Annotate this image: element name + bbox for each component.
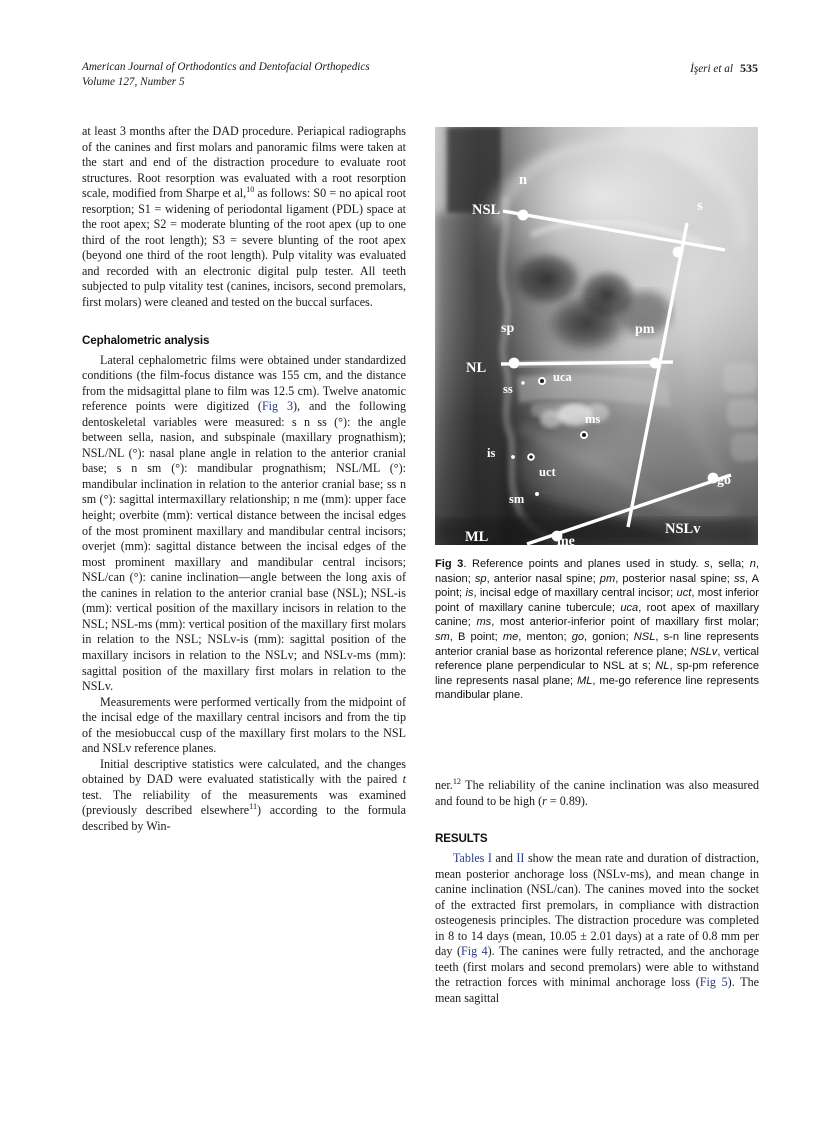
caption-term: s <box>704 558 710 570</box>
radiograph-label-sp: sp <box>501 321 515 336</box>
caption-definition: , menton; <box>518 630 572 643</box>
radiograph-label-is: is <box>487 446 496 460</box>
rpara1-part-a: ner. <box>435 778 453 792</box>
running-head-authors-page <box>690 60 758 77</box>
rpara2-part-f: ). The mean sagittal <box>435 975 759 1006</box>
running-head <box>82 60 758 89</box>
reference-marker-11: 11 <box>249 802 258 812</box>
radiograph-label-ss: ss <box>503 382 513 396</box>
radiograph-label-uca: uca <box>553 370 572 384</box>
reference-marker-10: 10 <box>246 185 255 195</box>
para4-part-c: ) according to the formula described by Win- <box>82 803 406 833</box>
section-heading-results: RESULTS <box>435 832 488 846</box>
rpara2-part-e: ). The canines were fully retracted, and the anchorage teeth (first molars and second premolars) were able to withstand the retraction forces with minimal anchorage loss ( <box>435 944 759 990</box>
radiograph-label-NL: NL <box>466 360 487 376</box>
caption-definition: , anterior nasal spine; <box>486 572 600 585</box>
caption-term: n <box>749 558 756 570</box>
reference-marker-12: 12 <box>452 776 461 786</box>
figure-label: Fig 3 <box>435 558 464 570</box>
radiograph-label-n: n <box>518 172 528 188</box>
caption-term: NSL <box>633 630 656 643</box>
caption-term: ms <box>476 616 492 629</box>
caption-definition: , gonion; <box>584 630 634 643</box>
caption-term: ML <box>576 674 593 687</box>
radiograph-label-ML: ML <box>465 529 489 545</box>
caption-term: NSLv <box>690 645 718 658</box>
caption-definition: , vertical reference plane perpendicular to NSL at s; <box>435 645 759 673</box>
para4-part-a: Initial descriptive statistics were calculated, and the changes obtained by DAD were evaluated statistically with the paired <box>82 756 406 787</box>
caption-definition: , sella; <box>709 558 750 570</box>
journal-volume-issue: Volume 127, Number 5 <box>82 75 185 88</box>
para4-part-b: test. The reliability of the measurements was examined (previously described elsewhere <box>82 787 406 818</box>
caption-definition: , B point; <box>449 630 503 643</box>
caption-definition: , incisal edge of maxillary central incisor; <box>473 587 677 600</box>
rpara1-part-c: = 0.89). <box>546 793 588 808</box>
paragraph-methods-continued <box>82 124 406 311</box>
caption-intro: Reference points and planes used in study. <box>471 558 705 570</box>
figure-3-caption <box>435 557 759 703</box>
spacer <box>82 311 406 333</box>
caption-period: . <box>463 558 472 570</box>
caption-term: ss <box>733 572 746 585</box>
figure-3 <box>435 127 758 545</box>
radiograph-label-sm: sm <box>509 492 525 506</box>
left-column <box>82 124 406 835</box>
radiograph-label-me: me <box>557 534 575 545</box>
journal-title: American Journal of Orthodontics and Dentofacial Orthopedics <box>82 61 370 73</box>
correlation-r-italic: r <box>542 793 547 808</box>
rpara2-part-d: show the mean rate and duration of distraction, mean posterior anchorage loss (NSLv-ms), and mean change in canine inclination (NSL/can). The canines moved into the socket of the extracted first premolars, in compliance with distraction osteogenesis principles. The distraction procedure was completed in 8 to 14 days (mean, 10.05 ± 2.01 days) at a rate of 0.8 mm per day ( <box>435 851 759 959</box>
rpara1-part-b: The reliability of the canine inclination was also measured and found to be high ( <box>435 778 759 808</box>
caption-definition: , posterior nasal spine; <box>615 572 734 585</box>
caption-term-list <box>435 558 759 701</box>
paragraph-reliability <box>435 778 759 809</box>
caption-definition: , most inferior point of maxillary canine tubercule; <box>435 587 759 614</box>
caption-term: pm <box>599 572 616 585</box>
paragraph-cephalometric-variables <box>82 353 406 695</box>
table-2-crossref[interactable]: II <box>516 851 525 866</box>
paragraph-measurements <box>82 695 406 757</box>
radiograph-label-go: go <box>717 473 731 488</box>
caption-term: sm <box>435 630 450 643</box>
caption-definition: , s-n line represents anterior cranial base as horizontal reference plane; <box>435 630 759 658</box>
t-test-italic: t <box>402 772 406 787</box>
radiograph-label-s: s <box>697 198 703 214</box>
rpara2-part-b: and <box>491 851 517 866</box>
caption-definition: , root apex of maxillary canine; <box>435 601 759 629</box>
radiograph-label-pm: pm <box>635 322 655 337</box>
figure-5-crossref[interactable]: Fig 5 <box>699 975 728 990</box>
caption-term: uct <box>676 587 692 600</box>
caption-definition: , me-go reference line represents mandibular plane. <box>435 674 759 702</box>
para2-part-a: Lateral cephalometric films were obtained under standardized conditions (the film-focus distance was 155 cm, and the distance from the midsagittal plane to film was 12.5 cm). Twelve anatomic reference points were digitized ( <box>82 352 406 414</box>
caption-definition: , sp-pm reference line represents nasal plane; <box>435 660 759 687</box>
right-column <box>435 778 759 1007</box>
para1-part-b: as follows: S0 = no apical root resorption; S1 = widening of periodontal ligament (PDL) space at the root apex; S2 = moderate blunting of the root apex (up to one third of the root length); S3 = severe blunting of the root apex (beyond one third of the root length). Pulp vitality was evaluated and recorded with an electronic digital pulp tester. All teeth subjected to pulp vitality test (canines, incisors, second premolars, first molars) were cleaned and tested on the buccal surfaces. <box>82 186 406 310</box>
caption-term: uca <box>620 601 639 614</box>
table-1-crossref[interactable]: Tables I <box>453 851 492 866</box>
caption-term: me <box>502 630 519 643</box>
author-citation: İşeri et al <box>690 63 733 75</box>
caption-definition: , most anterior-inferior point of maxillary first molar; <box>491 616 759 629</box>
figure-4-crossref[interactable]: Fig 4 <box>460 944 488 959</box>
spacer <box>435 809 759 831</box>
cephalometric-radiograph-image <box>435 127 758 545</box>
para1-part-a: at least 3 months after the DAD procedure. Periapical radiographs of the canines and first molars and panoramic films were taken at the start and end of the distraction procedure to evaluate root structures. Root resorption was evaluated with a root resorption scale, modified from Sharpe et al, <box>82 124 406 201</box>
caption-term: is <box>465 587 474 600</box>
radiograph-label-NSLv: NSLv <box>665 521 701 537</box>
para2-part-b: ), and the following dentoskeletal variables were measured: s n ss (°): the angle between sella, nasion, and subspinale (maxillary prognathism); NSL/NL (°): nasal plane angle in relation to the anterior cranial base; s n sm (°): mandibular prognathism; NSL/ML (°): mandibular inclination in relation to the anterior cranial base; ss n sm (°): sagittal intermaxillary relationship; n me (mm): upper face height; overbite (mm): vertical distance between the incisal edges of the most prominent maxillary and mandibular central incisors; overjet (mm): sagittal distance between the incisal edges of the most prominent maxillary and mandibular central incisors; NSL/can (°): canine inclination—angle between the long axis of the canines in relation to the anterior cranial base (NSL); NSL-is (mm): vertical position of the maxillary incisors in relation to the NSL; NSL-ms (mm): vertical position of the maxillary first molars in relation to the NSL; NSLv-is (mm): sagittal position of the maxillary incisors in relation to the NSLv; and NSLv-ms (mm): sagittal position of the maxillary first molars in relation to the NSLv. <box>82 399 406 694</box>
page-number: 535 <box>740 61 758 75</box>
caption-term: NL <box>655 660 670 673</box>
caption-term: sp <box>474 572 487 585</box>
paragraph-results-body <box>435 851 759 1006</box>
para3-text: Measurements were performed vertically from the midpoint of the incisal edge of the maxillary central incisors and from the tip of the mesiobuccal cusp of the maxillary first molars to the NSL and NSLv reference planes. <box>82 694 406 756</box>
paragraph-statistics <box>82 757 406 835</box>
caption-term: go <box>571 630 585 643</box>
caption-definition: , A point; <box>435 572 759 600</box>
section-heading-cephalometric-analysis: Cephalometric analysis <box>82 333 210 347</box>
caption-definition: , nasion; <box>435 558 759 585</box>
figure-3-crossref[interactable]: Fig 3 <box>261 399 294 414</box>
radiograph-label-uct: uct <box>539 465 556 479</box>
radiograph-label-ms: ms <box>585 412 601 426</box>
radiograph-label-NSL: NSL <box>472 202 501 218</box>
running-head-journal <box>82 60 370 89</box>
